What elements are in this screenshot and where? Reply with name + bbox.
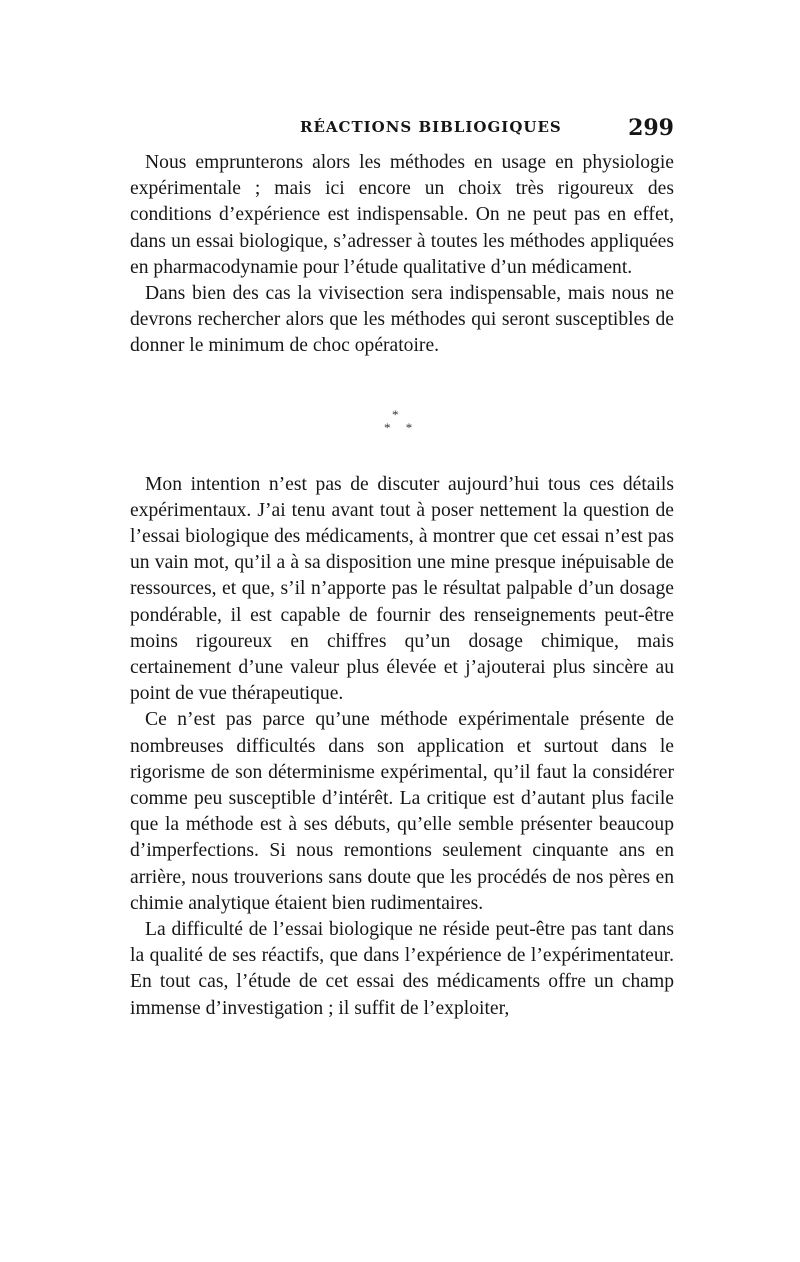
paragraph-4: Ce n’est pas parce qu’une méthode expérimentale présente de nombreuses difficultés dans son application et surtout dans le rigorisme de son déterminisme expérimental, qu’il faut la considérer comme peu susceptible d’intérêt. La critique est d’autant plus facile que la méthode est à ses débuts, qu’elle semble présenter beaucoup d’imperfections. Si nous remontions seulement cinquante ans en arrière, nous trouverions sans doute que les procédés de nos pères en chimie analytique étaient bien rudimentaires. [130,709,674,914]
paragraph-3: Mon intention n’est pas de discuter aujourd’hui tous ces détails expérimentaux. J’ai tenu avant tout à poser nettement la question de l’essai biologique des médicaments, à montrer que cet essai n’est pas un vain mot, qu’il a à sa disposition une mine presque inépuisable de ressources, et que, s’il n’apporte pas le résultat palpable d’un dosage pondérable, il est capable de fournir des renseignements peut-être moins rigoureux en chiffres qu’un dosage chimique, mais certainement d’une valeur plus élevée et j’ajouterai plus sincère au point de vue thérapeutique. [130,473,674,705]
page-number: 299 [628,115,674,141]
paragraph-5: La difficulté de l’essai biologique ne réside peut-être pas tant dans la qualité de ses réactifs, que dans l’expérience de l’expérimentateur. En tout cas, l’étude de cet essai des médicaments offre un champ immense d’investigation ; il suffit de l’exploiter, [130,919,674,1019]
running-head [132,115,674,144]
asterism-top: * [392,406,399,422]
section-break-asterism [130,360,674,472]
body-text [130,150,674,1022]
paragraph-1: Nous emprunterons alors les méthodes en usage en physiologie expérimentale ; mais ici encore un choix très rigoureux des conditions d’expérience est indispensable. On ne peut pas en effet, dans un essai biologique, s’adresser à toutes les méthodes appliquées en pharmacodynamie pour l’étude qualitative d’un médicament. [130,152,674,278]
paragraph-2: Dans bien des cas la vivisection sera indispensable, mais nous ne devrons rechercher alors que les méthodes qui seront susceptibles de donner le minimum de choc opératoire. [130,283,674,357]
running-title: RÉACTIONS BIBLIOGIQUES [300,118,562,136]
asterism-bottom: * * [384,419,419,435]
